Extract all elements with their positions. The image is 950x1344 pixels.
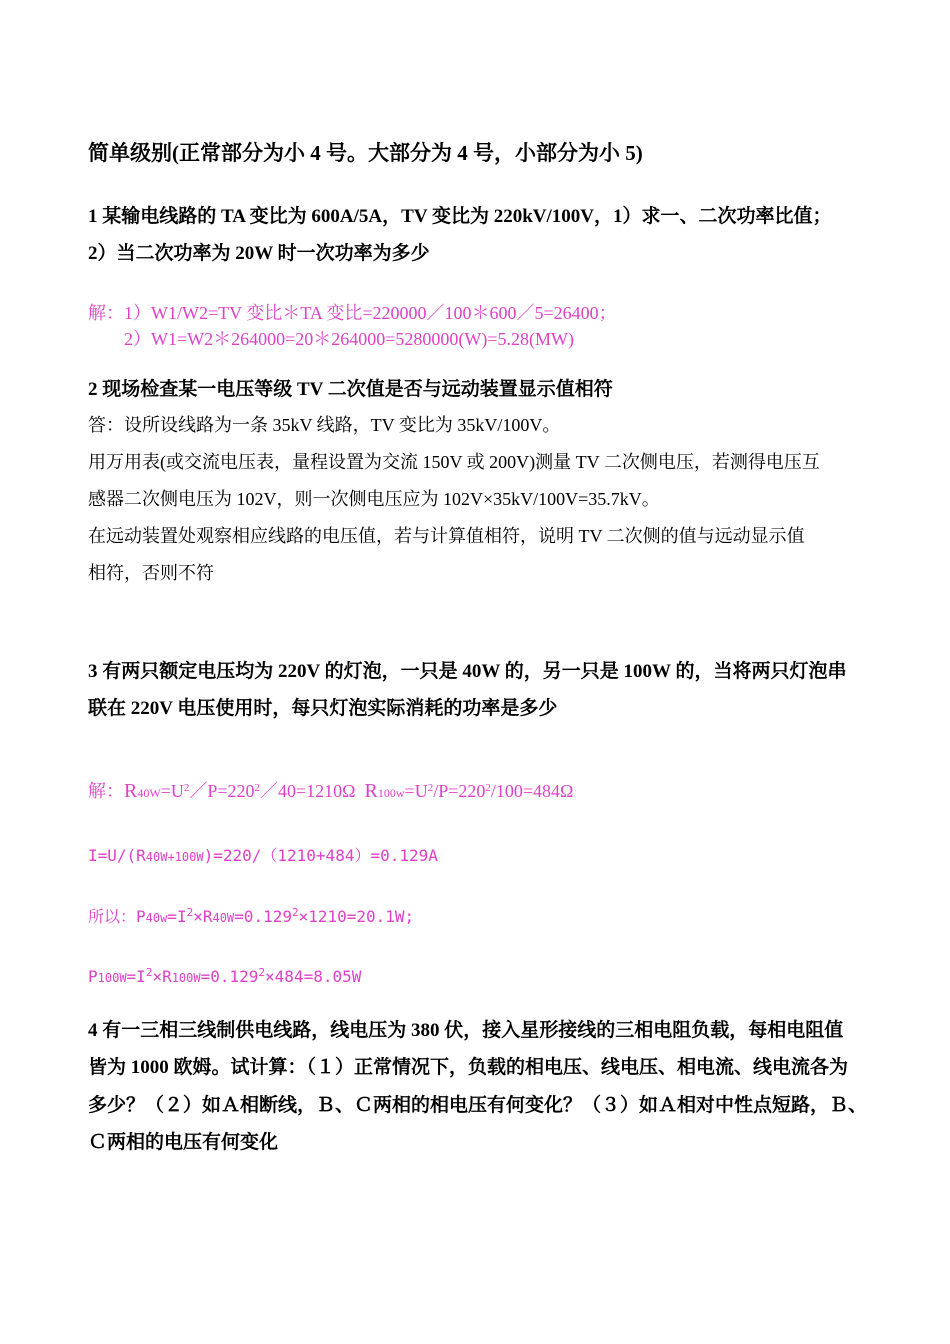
answer-3-resistance-line: 解：$R40W=U^2/P=220^2/40=1210\Omega$ $R100w=U^2/P=220^2/100=484\Omega$ <box>88 780 574 802</box>
answer-1-line-2: 2）W1=W2＊264000=20＊264000=5280000(W)=5.28(MW) <box>124 329 575 349</box>
question-2-answer-line-3: 感器二次侧电压为 102V，则一次侧电压应为 102V×35kV/100V=35.7kV。 <box>88 489 660 509</box>
question-2-answer-line-5: 相符，否则不符 <box>88 563 214 583</box>
question-4-line-4: Ｃ两相的电压有何变化 <box>88 1132 279 1153</box>
question-2-answer-line-4: 在远动装置处观察相应线路的电压值，若与计算值相符，说明 TV 二次侧的值与远动显示值 <box>88 526 805 546</box>
question-3-line-2: 联在 220V 电压使用时，每只灯泡实际消耗的功率是多少 <box>88 698 558 719</box>
question-1-line-2: 2）当二次功率为 20W 时一次功率为多少 <box>88 243 430 264</box>
question-4-line-3: 多少？（２）如Ａ相断线，Ｂ、Ｃ两相的相电压有何变化？（３）如Ａ相对中性点短路，Ｂ、 <box>88 1095 868 1116</box>
question-1-line-1: 1 某输电线路的 TA 变比为 600A/5A，TV 变比为 220kV/100V，1）求一、二次功率比值； <box>88 206 832 227</box>
question-2-answer-line-2: 用万用表(或交流电压表，量程设置为交流 150V 或 200V)测量 TV 二次侧电压，若测得电压互 <box>88 452 820 472</box>
answer-3-power-40w-line: 所以：$P40w=I^2\times R40W=0.129^2\times 1210=20.1W$; <box>88 906 415 926</box>
question-2-title: 2 现场检查某一电压等级 TV 二次值是否与远动装置显示值相符 <box>88 379 613 400</box>
question-2-answer-line-1: 答：设所设线路为一条 35kV 线路，TV 变比为 35kV/100V。 <box>88 415 561 435</box>
page-title: 简单级别(正常部分为小 4 号。大部分为 4 号，小部分为小 5) <box>88 141 643 165</box>
answer-3-current-line: I=U/(R40W+100W)=220/（1210+484）=0.129A <box>88 846 438 865</box>
answer-3-power-100w-line: $P100W=I^2\times R100W=0.129^2\times 484=8.05W$ <box>88 966 362 986</box>
question-4-line-1: 4 有一三相三线制供电线路，线电压为 380 伏，接入星形接线的三相电阻负载，每相电阻值 <box>88 1020 844 1041</box>
answer-1-line-1: 解：1）W1/W2=TV 变比＊TA 变比=220000／100＊600／5=26400； <box>88 303 617 323</box>
question-3-line-1: 3 有两只额定电压均为 220V 的灯泡，一只是 40W 的，另一只是 100W 的，当将两只灯泡串 <box>88 661 847 682</box>
question-4-line-2: 皆为 1000 欧姆。试计算：（１）正常情况下，负载的相电压、线电压、相电流、线电流各为 <box>88 1057 849 1078</box>
